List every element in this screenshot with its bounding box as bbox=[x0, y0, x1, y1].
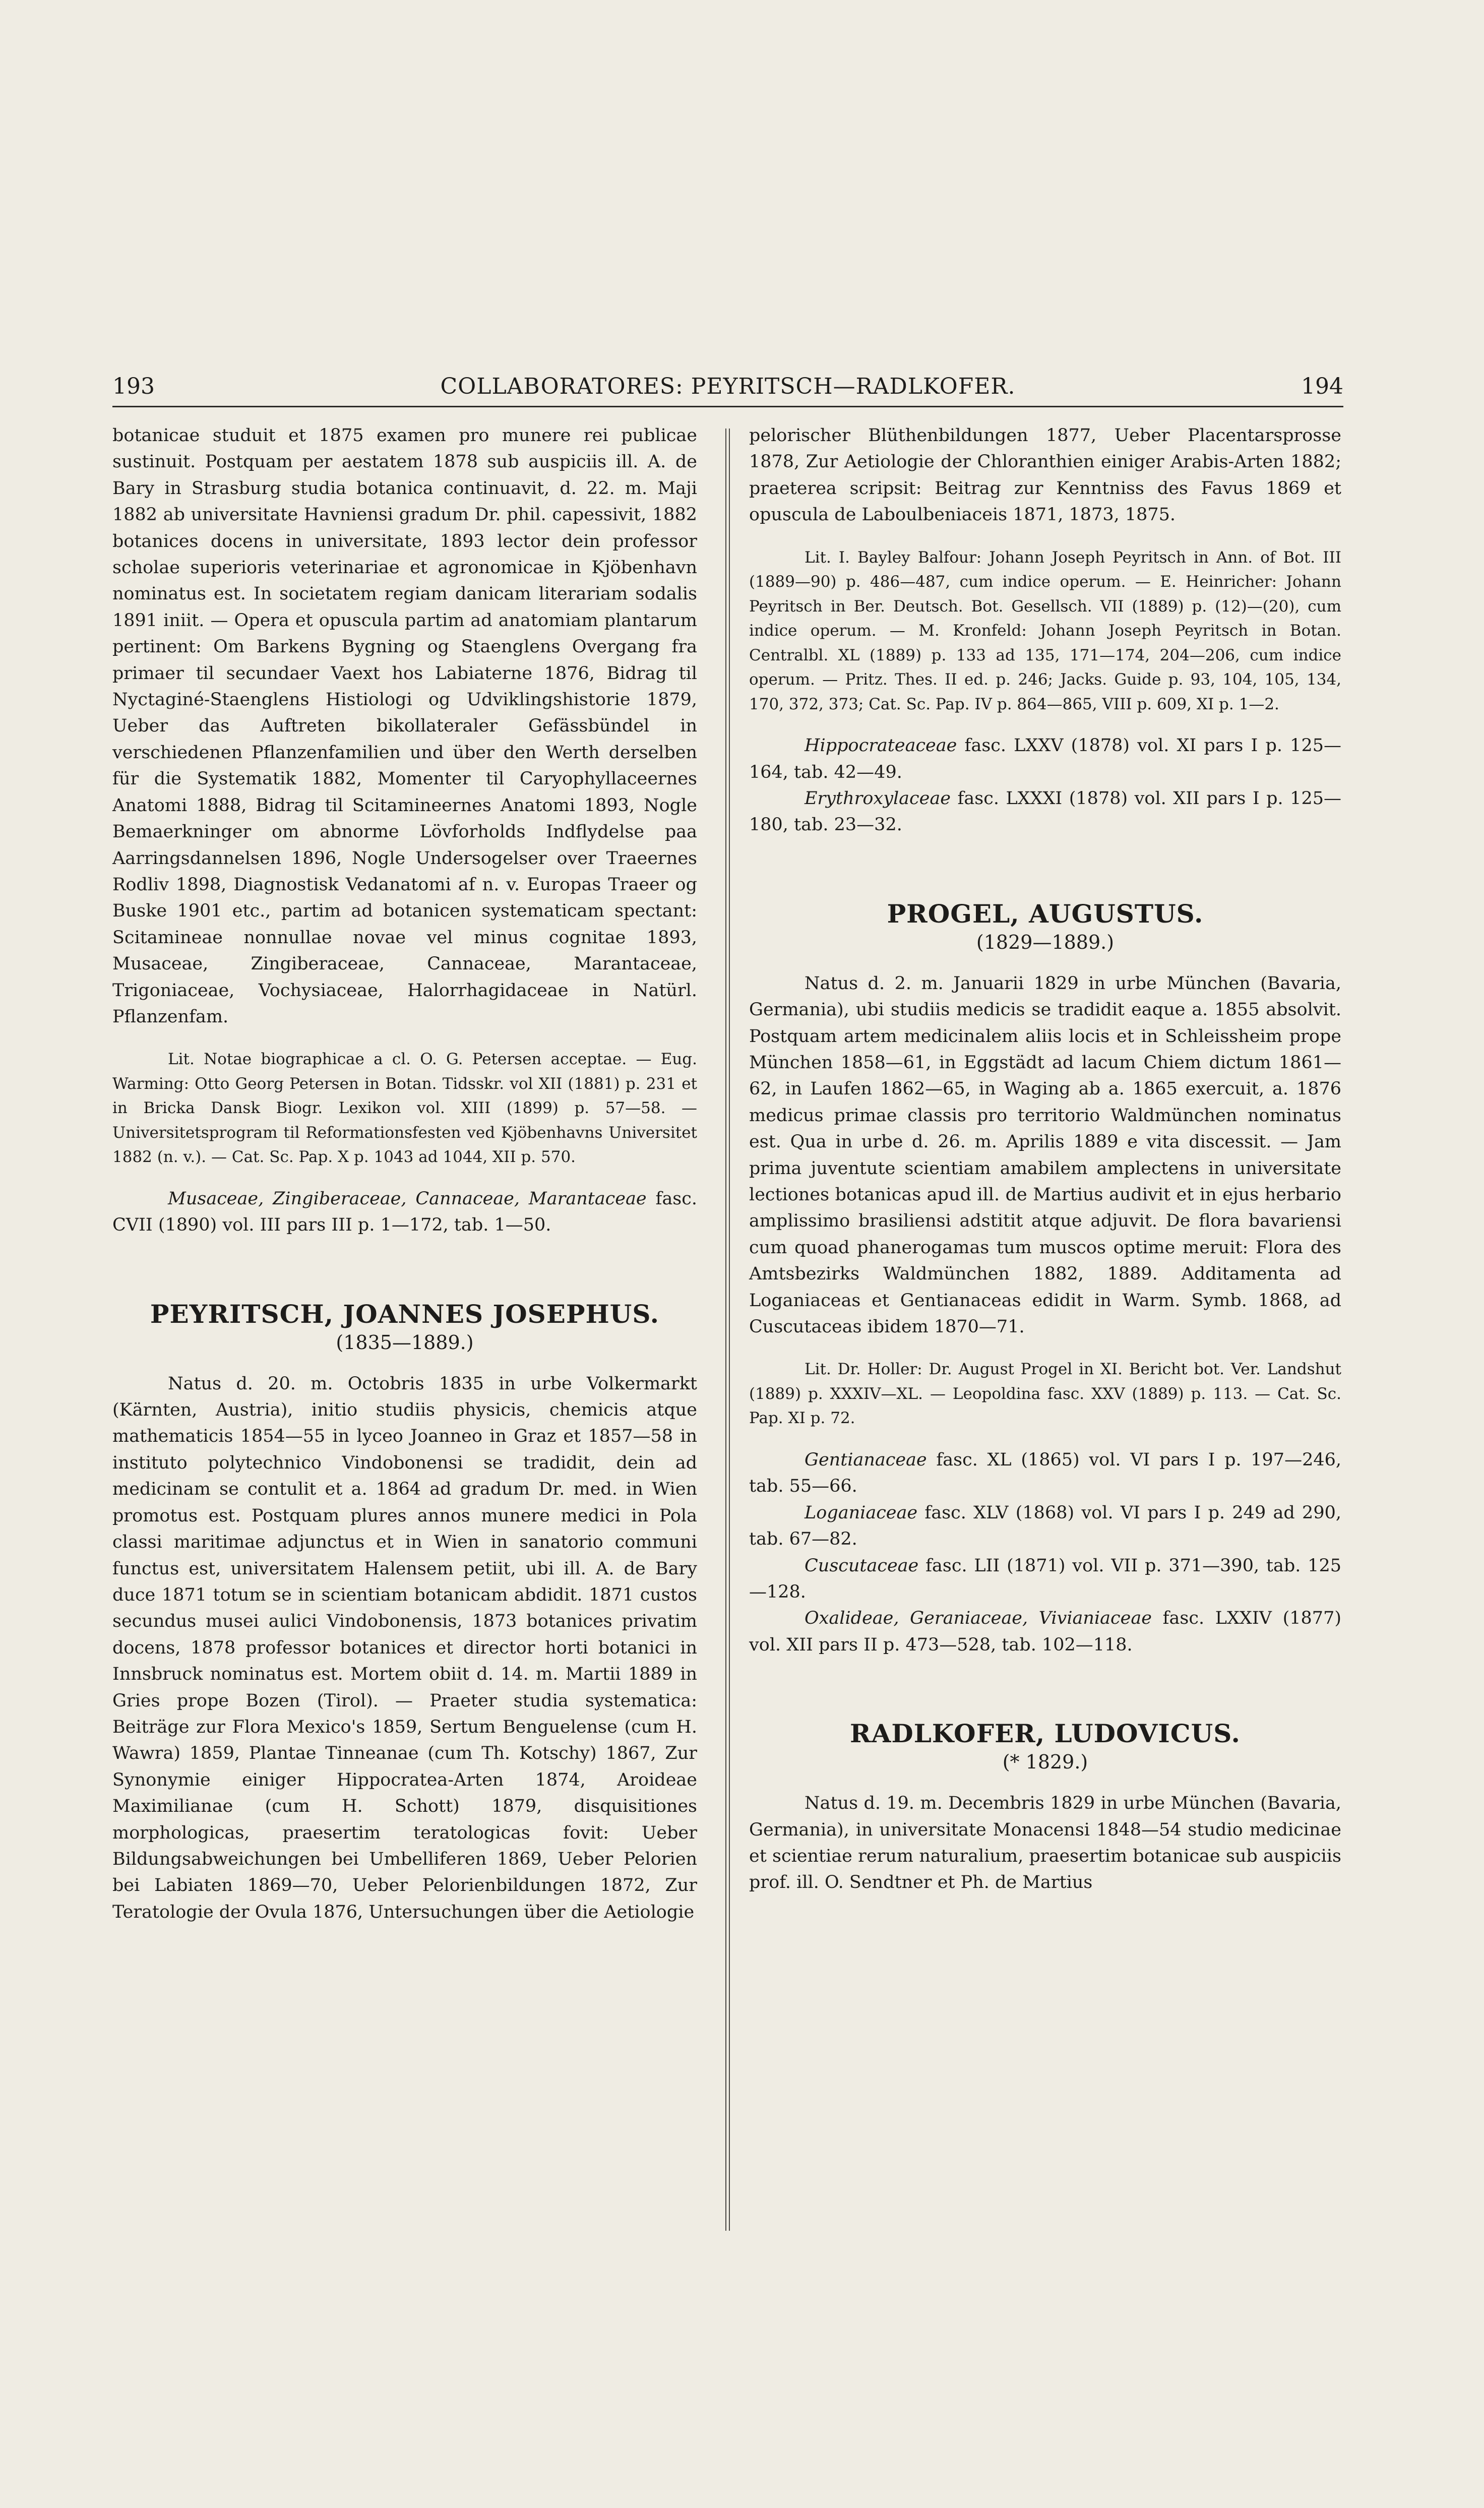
page-number-left: 193 bbox=[112, 374, 155, 399]
works-family: Cuscutaceae bbox=[805, 1555, 919, 1576]
works-family: Musaceae, Zingiberaceae, Cannaceae, Marantaceae bbox=[168, 1188, 647, 1209]
left-column bbox=[112, 422, 697, 1925]
entry-heading-peyritsch: PEYRITSCH, JOANNES JOSEPHUS. bbox=[150, 1299, 660, 1329]
works-family: Erythroxylaceae bbox=[805, 788, 951, 809]
entry-dates-peyritsch: (1835—1889.) bbox=[336, 1331, 474, 1354]
right-column bbox=[749, 422, 1341, 1896]
works-citation: fasc. LXXIV (1877) vol. XII pars II p. 473—528, tab. 102—118. bbox=[749, 1608, 1341, 1655]
entry-heading-radlkofer: RADLKOFER, LUDOVICUS. bbox=[850, 1719, 1241, 1749]
works-citation: fasc. XL (1865) vol. VI pars I p. 197—246, tab. 55—66. bbox=[749, 1449, 1341, 1497]
entry-dates-progel: (1829—1889.) bbox=[976, 931, 1115, 953]
running-header bbox=[112, 371, 1343, 407]
works-family: Gentianaceae bbox=[805, 1449, 927, 1470]
progel-biography: Natus d. 2. m. Januarii 1829 in urbe München (Bavaria, Germania), ubi studiis medicis se tradidit eaque a. 1855 absolvit. Postquam artem medicinalem aliis locis et in Schleissheim prope München 1858—61, in Eggstädt ad lacum Chiem dictum 1861—62, in Laufen 1862—65, in Waging ab a. 1865 exercuit, a. 1876 medicus primae classis pro territorio Waldmünchen nominatus est. Qua in urbe d. 26. m. Aprilis 1889 e vita discessit. — Jam prima juventute scientiam amabilem amplectens in universitate lectiones botanicas apud ill. de Martius audivit et in ejus herbario amplissimo brasiliensi adstitit atque adjuvit. De flora bavariensi cum quoad phanerogamas tum muscos optime meruit: Flora des Amtsbezirks Waldmünchen 1882, 1889. Additamenta ad Loganiaceas et Gentianaceas edidit in Warm. Symb. 1868, ad Cuscutaceas ibidem 1870—71. bbox=[749, 973, 1341, 1337]
works-family: Oxalideae, Geraniaceae, Vivianiaceae bbox=[805, 1608, 1152, 1629]
works-citation: fasc. LXXV (1878) vol. XI pars I p. 125—164, tab. 42—49. bbox=[749, 736, 1341, 782]
radlkofer-biography: Natus d. 19. m. Decembris 1829 in urbe München (Bavaria, Germania), in universitate Monacensi 1848—54 studio medicinae et scientiae rerum naturalium, praesertim botanicae sub auspiciis prof. ill. O. Sendtner et Ph. de Martius bbox=[749, 1793, 1341, 1893]
works-entry bbox=[749, 1447, 1341, 1500]
petersen-works bbox=[112, 1186, 697, 1239]
works-family: Loganiaceae bbox=[805, 1502, 918, 1523]
works-citation: fasc. XLV (1868) vol. VI pars I p. 249 ad 290, tab. 67—82. bbox=[749, 1502, 1341, 1550]
works-entry bbox=[749, 1605, 1341, 1658]
entry-heading-progel: PROGEL, AUGUSTUS. bbox=[887, 898, 1204, 929]
page-number-right: 194 bbox=[1301, 374, 1343, 399]
column-rule bbox=[725, 429, 726, 2231]
works-citation: fasc. LXXXI (1878) vol. XII pars I p. 125—180, tab. 23—32. bbox=[749, 788, 1341, 835]
progel-works bbox=[749, 1447, 1341, 1658]
works-entry bbox=[112, 1186, 697, 1239]
peyritsch-works bbox=[749, 732, 1341, 838]
peyritsch-biography: Natus d. 20. m. Octobris 1835 in urbe Volkermarkt (Kärnten, Austria), initio studiis physicis, chemicis atque mathematicis 1854—55 in lyceo Joanneo in Graz et 1857—58 in instituto polytechnico Vindobonensi se tradidit, dein ad medicinam se contulit et a. 1864 ad gradum Dr. med. in Wien promotus est. Postquam plures annos munere medici in Pola classi maritimae adjunctus et in Wien in sanatorio communi functus est, universitatem Halensem petiit, ubi ill. A. de Bary duce 1871 totum se in scientiam botanicam abdidit. 1871 custos secundus musei aulici Vindobonensis, 1873 botanices privatim docens, 1878 professor botanices et director horti botanici in Innsbruck nominatus est. Mortem obiit d. 14. m. Martii 1889 in Gries prope Bozen (Tirol). — Praeter studia systematica: Beiträge zur Flora Mexico's 1859, Sertum Benguelense (cum H. Wawra) 1859, Plantae Tinneanae (cum Th. Kotschy) 1867, Zur Synonymie einiger Hippocratea-Arten 1874, Aroideae Maximilianae (cum H. Schott) 1879, disquisitiones morphologicas, praesertim teratologicas fovit: Ueber Bildungsabweichungen bei Umbelliferen 1869, Ueber Pelorien bei Labiaten 1869—70, Ueber Pelorienbildungen 1872, Zur Teratologie der Ovula 1876, Untersuchungen über die Aetiologie bbox=[112, 1373, 697, 1922]
works-entry bbox=[749, 732, 1341, 785]
works-citation: fasc. LII (1871) vol. VII p. 371—390, tab. 125—128. bbox=[749, 1555, 1341, 1602]
petersen-literature: Lit. Notae biographicae a cl. O. G. Petersen acceptae. — Eug. Warming: Otto Georg Petersen in Botan. Tidsskr. vol XII (1881) p. 231 et in Bricka Dansk Biogr. Lexikon vol. XIII (1899) p. 57—58. — Universitetsprogram til Reformationsfesten ved Kjöbenhavns Universitet 1882 (n. v.). — Cat. Sc. Pap. X p. 1043 ad 1044, XII p. 570. bbox=[112, 1050, 697, 1167]
works-family: Hippocrateaceae bbox=[805, 736, 957, 756]
works-entry bbox=[749, 785, 1341, 838]
entry-dates-radlkofer: (* 1829.) bbox=[1002, 1751, 1088, 1773]
peyritsch-literature: Lit. I. Bayley Balfour: Johann Joseph Peyritsch in Ann. of Bot. III (1889—90) p. 486—487, cum indice operum. — E. Heinricher: Johann Peyritsch in Ber. Deutsch. Bot. Gesellsch. VII (1889) p. (12)—(20), cum indice operum. — M. Kronfeld: Johann Joseph Peyritsch in Botan. Centralbl. XL (1889) p. 133 ad 135, 171—174, 204—206, cum indice operum. — Pritz. Thes. II ed. p. 246; Jacks. Guide p. 93, 104, 105, 134, 170, 372, 373; Cat. Sc. Pap. IV p. 864—865, VIII p. 609, XI p. 1—2. bbox=[749, 548, 1341, 713]
works-entry bbox=[749, 1500, 1341, 1553]
column-rule-inner bbox=[729, 429, 730, 2231]
running-title: COLLABORATORES: PEYRITSCH—RADLKOFER. bbox=[440, 374, 1016, 399]
works-citation: fasc. CVII (1890) vol. III pars III p. 1—172, tab. 1—50. bbox=[112, 1188, 697, 1236]
peyritsch-continuation-text: pelorischer Blüthenbildungen 1877, Ueber Placentarsprosse 1878, Zur Aetiologie der Chloranthien einiger Arabis-Arten 1882; praeterea scripsit: Beitrag zur Kenntniss des Favus 1869 et opuscula de Laboulbeniaceis 1871, 1873, 1875. bbox=[749, 425, 1341, 525]
progel-literature: Lit. Dr. Holler: Dr. August Progel in XI. Bericht bot. Ver. Landshut (1889) p. XXXIV—XL. — Leopoldina fasc. XXV (1889) p. 113. — Cat. Sc. Pap. XI p. 72. bbox=[749, 1360, 1341, 1428]
works-entry bbox=[749, 1553, 1341, 1606]
petersen-continuation-text: botanicae studuit et 1875 examen pro munere rei publicae sustinuit. Postquam per aestatem 1878 sub auspiciis ill. A. de Bary in Strasburg studia botanica continuavit, d. 22. m. Maji 1882 ab universitate Havniensi gradum Dr. phil. capessivit, 1882 botanices docens in universitate, 1893 lector dein professor scholae superioris veterinariae et agronomicae in Kjöbenhavn nominatus est. In societatem regiam danicam literariam sodalis 1891 iniit. — Opera et opuscula partim ad anatomiam plantarum pertinent: Om Barkens Bygning og Staenglens Overgang fra primaer til secundaer Vaext hos Labiaterne 1876, Bidrag til Nyctaginé-Staenglens Histiologi og Udviklingshistorie 1879, Ueber das Auftreten bikollateraler Gefässbündel in verschiedenen Pflanzenfamilien und über den Werth derselben für die Systematik 1882, Momenter til Caryophyllaceernes Anatomi 1888, Bidrag til Scitamineernes Anatomi 1893, Nogle Bemaerkninger om abnorme Lövforholds Indflydelse paa Aarringsdannelsen 1896, Nogle Undersogelser over Traeernes Rodliv 1898, Diagnostisk Vedanatomi af n. v. Europas Traeer og Buske 1901 etc., partim ad botanicen systematicam spectant: Scitamineae nonnullae novae vel minus cognitae 1893, Musaceae, Zingiberaceae, Cannaceae, Marantaceae, Trigoniaceae, Vochysiaceae, Halorrhagidaceae in Natürl. Pflanzenfam. bbox=[112, 425, 697, 1027]
